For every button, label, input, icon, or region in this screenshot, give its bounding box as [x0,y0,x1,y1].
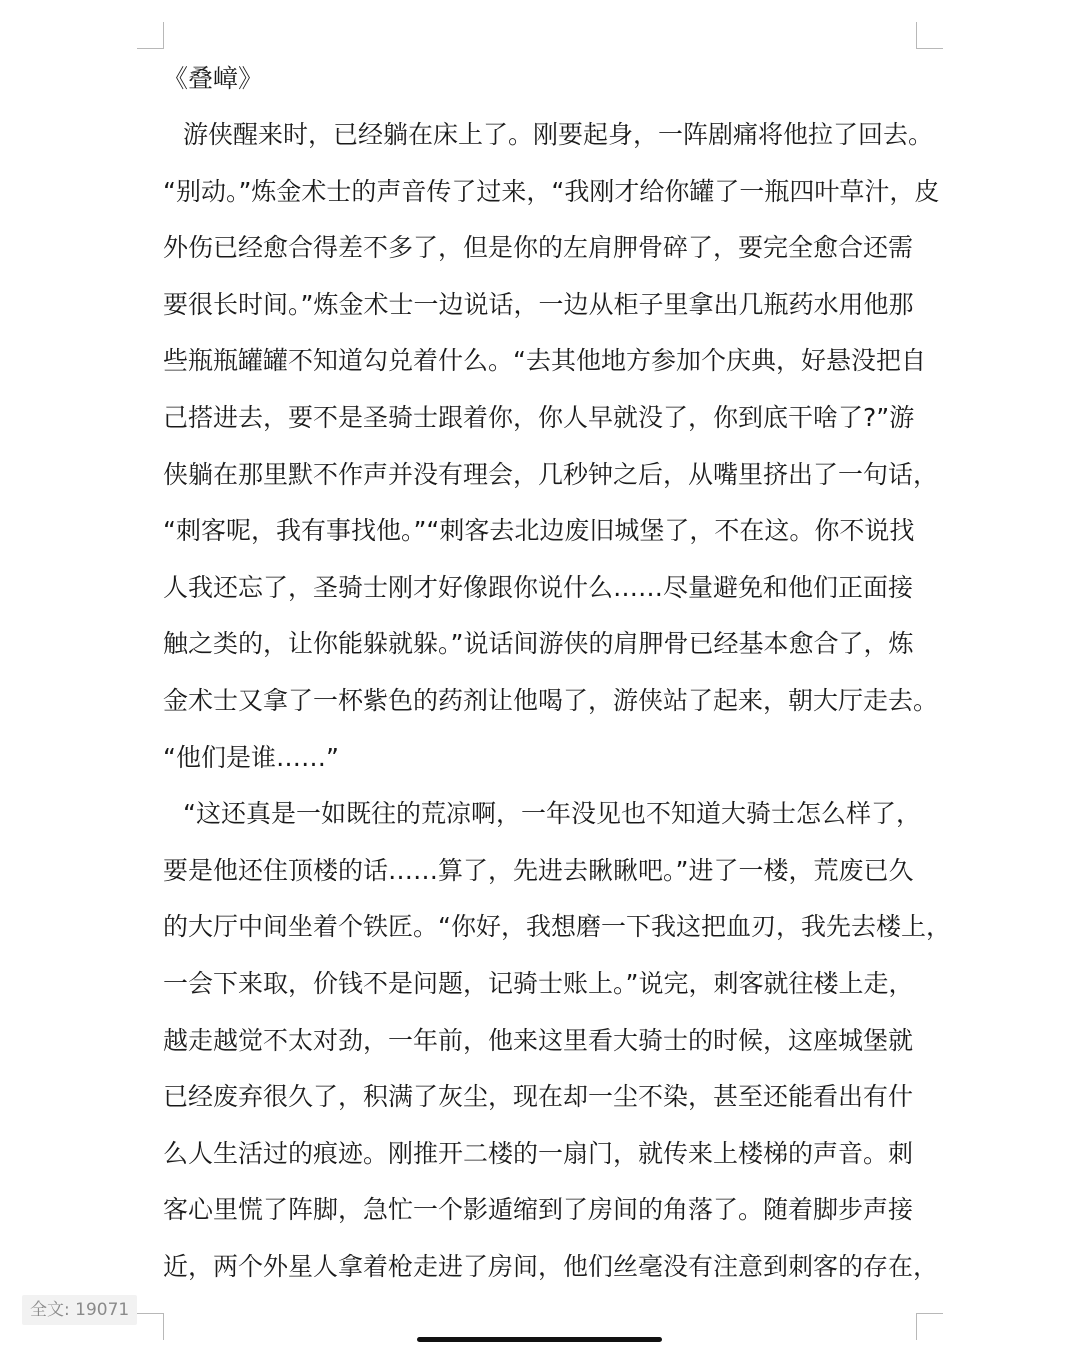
document-title: 《叠嶂》 [163,64,264,93]
word-count-badge: 全文: 19071 [22,1295,137,1325]
text-line: “他们是谁……” [163,742,339,772]
text-line: 己搭进去，要不是圣骑士跟着你，你人早就没了，你到底干啥了?”游 [163,402,915,432]
text-line: 要是他还住顶楼的话……算了，先进去瞅瞅吧。”进了一楼，荒废已久 [163,855,914,885]
text-line: 客心里慌了阵脚，急忙一个影遁缩到了房间的角落了。随着脚步声接 [163,1195,914,1225]
text-line: 侠躺在那里默不作声并没有理会，几秒钟之后，从嘴里挤出了一句话， [163,459,939,489]
text-line: “刺客呢，我有事找他。”“刺客去北边废旧城堡了，不在这。你不说找 [163,516,915,546]
text-line: 外伤已经愈合得差不多了，但是你的左肩胛骨碎了，要完全愈合还需 [163,233,914,263]
page-corner-top-left [137,22,164,49]
document-page [163,50,951,1295]
page-corner-top-right [916,22,943,49]
paragraph [163,107,940,786]
text-line: 一会下来取，价钱不是问题，记骑士账上。”说完，刺客就往楼上走， [163,968,914,998]
page-corner-bottom-left [137,1313,164,1340]
text-line: 的大厅中间坐着个铁匠。“你好，我想磨一下我这把血刃，我先去楼上， [163,912,951,942]
text-line: 人我还忘了，圣骑士刚才好像跟你说什么……尽量避免和他们正面接 [163,572,914,602]
paragraph [163,786,951,1295]
text-line: 游侠醒来时，已经躺在床上了。刚要起身，一阵剧痛将他拉了回去。 [183,120,934,149]
text-line: 些瓶瓶罐罐不知道勾兑着什么。“去其他地方参加个庆典，好悬没把自 [163,346,926,376]
text-line: 近，两个外星人拿着枪走进了房间，他们丝毫没有注意到刺客的存在， [163,1251,939,1281]
text-line: 越走越觉不太对劲，一年前，他来这里看大骑士的时候，这座城堡就 [163,1025,914,1055]
text-line: “别动。”炼金术士的声音传了过来，“我刚才给你罐了一瓶四叶草汁，皮 [163,176,940,206]
text-line: “这还真是一如既往的荒凉啊，一年没见也不知道大骑士怎么样了， [183,799,921,829]
text-line: 已经废弃很久了，积满了灰尘，现在却一尘不染，甚至还能看出有什 [163,1082,914,1112]
home-indicator[interactable] [417,1337,662,1342]
page-corner-bottom-right [916,1313,943,1340]
text-line: 金术士又拿了一杯紫色的药剂让他喝了，游侠站了起来，朝大厅走去。 [163,685,939,715]
document-body [163,107,951,1295]
text-line: 触之类的，让你能躲就躲。”说话间游侠的肩胛骨已经基本愈合了，炼 [163,629,914,659]
text-line: 要很长时间。”炼金术士一边说话，一边从柜子里拿出几瓶药水用他那 [163,289,914,319]
text-line: 么人生活过的痕迹。刚推开二楼的一扇门，就传来上楼梯的声音。刺 [163,1138,914,1168]
